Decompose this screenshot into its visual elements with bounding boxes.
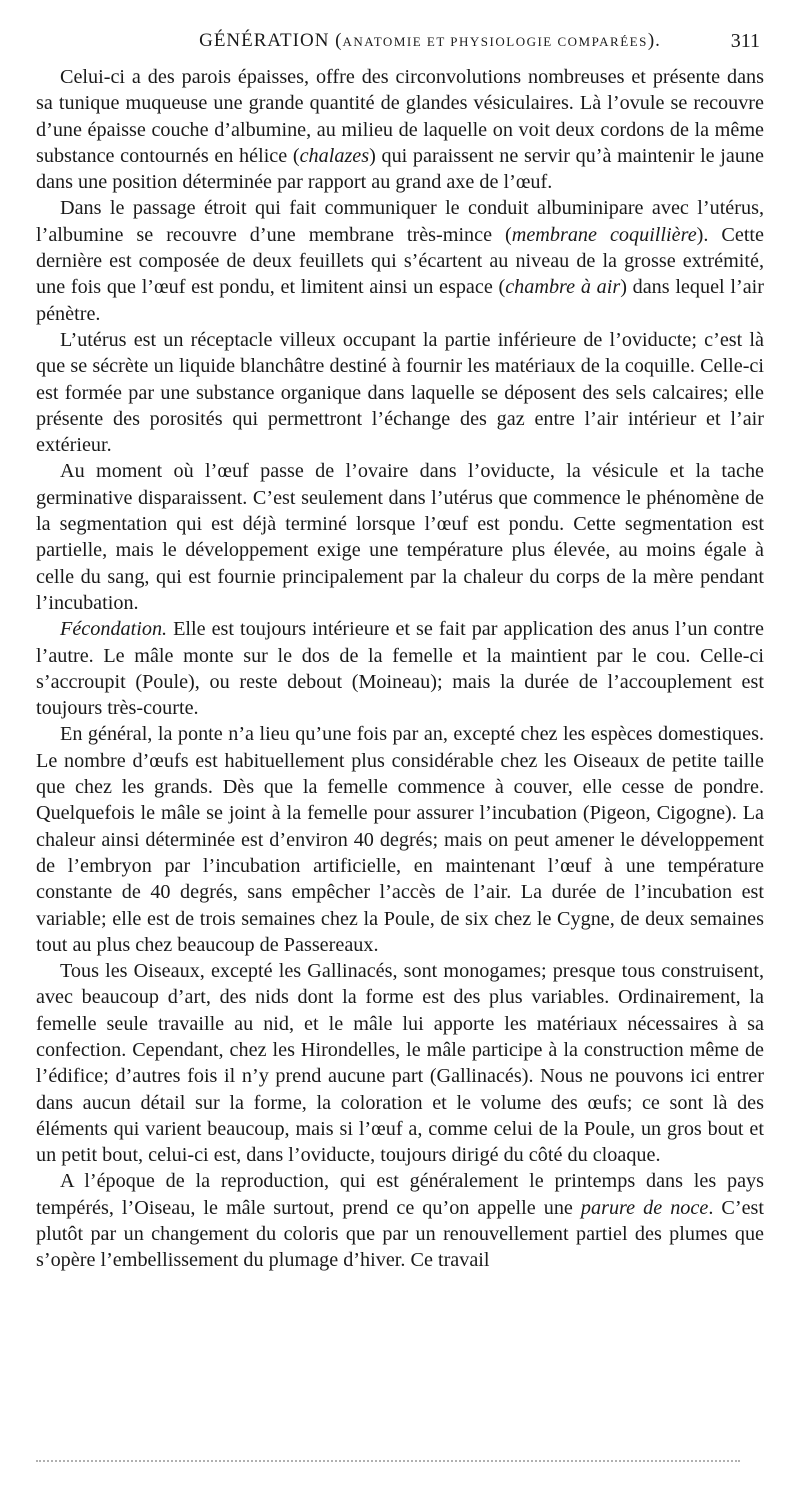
italic-text: membrane coquillière bbox=[511, 223, 697, 246]
body-text bbox=[36, 64, 764, 1274]
paragraph bbox=[36, 958, 764, 1168]
running-head-title bbox=[199, 30, 661, 52]
paragraph bbox=[36, 458, 764, 616]
text-run: L’utérus est un réceptacle villeux occupant la partie inférieure de l’oviducte; c’est là que se sécrète un liquide blanchâtre destiné à fournir les matériaux de la coquille. Celle-ci est formée par une substance organique dans laquelle se déposent des sels calcaires; elle présente des porosités qui permettront l’échange des gaz entre l’air intérieur et l’air extérieur. bbox=[36, 328, 764, 457]
text-run: ). Cette dernière est composée de deux feuillets qui s’écartent au niveau de la grosse extrémité, une fois que l’œuf est pondu, et limitent ainsi un espace ( bbox=[36, 223, 764, 299]
text-run: ) dans lequel l’air pénètre. bbox=[36, 276, 764, 325]
italic-text: chambre à air bbox=[505, 276, 621, 299]
paragraph bbox=[36, 64, 764, 195]
text-run: En général, la ponte n’a lieu qu’une fois par an, excepté chez les espèces domestiques. Le nombre d’œufs est habituellement plus considérable chez les Oiseaux de petite taille que chez les grands. Dès que la femelle commence à couver, elle cesse de pondre. Quelquefois le mâle se joint à la femelle pour assurer l’incubation (Pigeon, Cigogne). La chaleur ainsi déterminée est d’environ 40 degrés; mais on peut amener le développement de l’embryon par l’incubation artificielle, en maintenant l’œuf à une température constante de 40 degrés, sans empêcher l’accès de l’air. La durée de l’incubation est variable; elle est de trois semaines chez la Poule, de six chez le Cygne, de deux semaines tout au plus chez beaucoup de Passereaux. bbox=[36, 723, 764, 956]
paragraph bbox=[36, 721, 764, 958]
text-run: Dans le passage étroit qui fait communiquer le conduit albuminipare avec l’utérus, l’albumine se recouvre d’une membrane très-mince ( bbox=[36, 197, 764, 246]
running-head bbox=[36, 30, 764, 60]
running-head-main: GÉNÉRATION ( bbox=[199, 30, 343, 51]
text-run: Au moment où l’œuf passe de l’ovaire dans l’oviducte, la vésicule et la tache germinative disparaissent. C’est seulement dans l’utérus que commence le phénomène de la segmentation qui est déjà terminé lorsque l’œuf est pondu. Cette segmentation est partielle, mais le développement exige une température plus élevée, au moins égale à celle du sang, qui est fournie principalement par la chaleur du corps de la mère pendant l’incubation. bbox=[36, 460, 764, 614]
running-head-close: ). bbox=[647, 30, 661, 51]
text-run: ) qui paraissent ne servir qu’à maintenir le jaune dans une position déterminée par rapport au grand axe de l’œuf. bbox=[36, 144, 765, 194]
text-run: . C’est plutôt par un changement du coloris que par un renouvellement partiel des plumes que s’opère l’embellissement du plumage d’hiver. Ce travail bbox=[36, 1196, 765, 1272]
paragraph bbox=[36, 616, 764, 721]
italic-text: parure de noce bbox=[580, 1196, 709, 1219]
text-run: Tous les Oiseaux, excepté les Gallinacés, sont monogames; presque tous construisent, avec beaucoup d’art, des nids dont la forme est des plus variables. Ordinairement, la femelle seule travaille au nid, et le mâle lui apporte les matériaux nécessaires à sa confection. Cependant, chez les Hirondelles, le mâle participe à la construction même de l’édifice; d’autres fois il n’y prend aucune part (Gallinacés). Nous ne pouvons ici entrer dans aucun détail sur la forme, la coloration et le volume des œufs; ce sont là des éléments qui varient beaucoup, mais si l’œuf a, comme celui de la Poule, un gros bout et un petit bout, celui-ci est, dans l’oviducte, toujours dirigé du côté du cloaque. bbox=[36, 960, 764, 1167]
page-number: 311 bbox=[730, 30, 760, 52]
italic-text: chalazes bbox=[299, 144, 370, 167]
italic-text: Fécondation. bbox=[60, 618, 168, 641]
running-head-subtitle: ANATOMIE ET PHYSIOLOGIE COMPARÉES bbox=[342, 34, 648, 49]
text-run: A l’époque de la reproduction, qui est généralement le printemps dans les pays tempérés, l’Oiseau, le mâle surtout, prend ce qu’on appelle une bbox=[36, 1170, 764, 1219]
text-run: Elle est toujours intérieure et se fait par application des anus l’un contre l’autre. Le mâle monte sur le dos de la femelle et la maintient par le cou. Celle-ci s’accroupit (Poule), ou reste debout (Moineau); mais la durée de l’accouplement est toujours très-courte. bbox=[36, 618, 764, 720]
paragraph bbox=[36, 327, 764, 458]
paragraph bbox=[36, 1168, 764, 1273]
paragraph bbox=[36, 195, 764, 326]
footer-rule bbox=[36, 1460, 740, 1462]
text-run: Celui-ci a des parois épaisses, offre des circonvolutions nombreuses et présente dans sa tunique muqueuse une grande quantité de glandes vésiculaires. Là l’ovule se recouvre d’une épaisse couche d’albumine, au milieu de laquelle on voit deux cordons de la même substance contournés en hélice ( bbox=[36, 66, 764, 167]
